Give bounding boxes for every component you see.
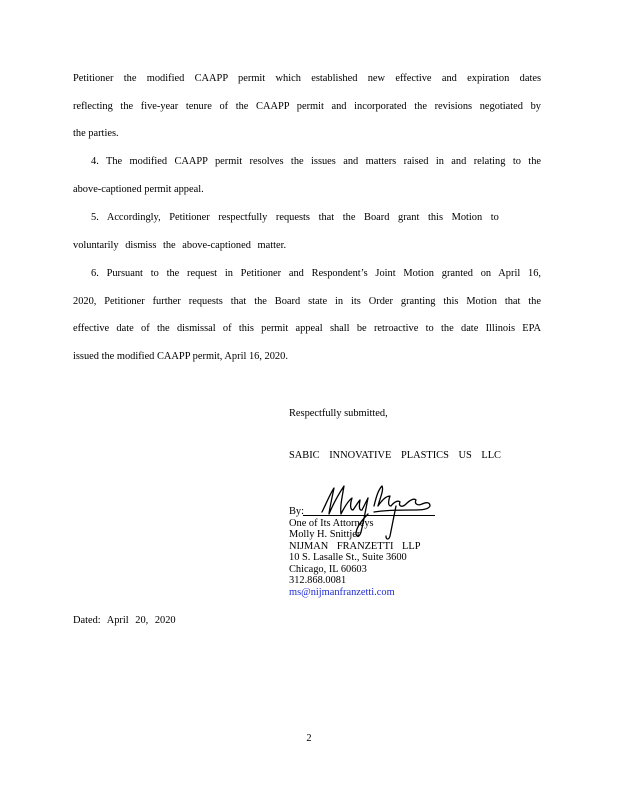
attorney-name: Molly H. Snittjer — [289, 529, 361, 540]
paragraph-line: 5. Accordingly, Petitioner respectfully requests that the Board grant this Motion to — [91, 212, 499, 223]
company-name — [289, 450, 501, 462]
paragraph-line: voluntarily dismiss the above-captioned matter. — [73, 239, 287, 251]
company-label: SABIC INNOVATIVE PLASTICS US LLC — [289, 450, 501, 461]
page-number: 2 — [306, 733, 312, 744]
paragraph-line: 6. Pursuant to the request in Petitioner and Respondent’s Joint Motion granted on April 16, — [91, 268, 541, 279]
email-link[interactable]: ms@nijmanfranzetti.com — [289, 586, 395, 598]
attorney-role: One of Its Attorneys — [289, 517, 374, 529]
continuation-paragraph — [73, 65, 541, 148]
paragraph-line: issued the modified CAAPP permit, April 16, 2020. — [73, 351, 288, 363]
paragraph-6 — [73, 260, 541, 371]
paragraph-line: 2020, Petitioner further requests that the Board state in its Order granting this Motion that the — [73, 295, 541, 307]
address-line: 10 S. Lasalle St., Suite 3600 — [289, 552, 407, 563]
attorney-block — [289, 506, 421, 598]
paragraph-line: reflecting the five-year tenure of the CAAPP permit and incorporated the revisions negotiated by — [73, 100, 541, 112]
paragraph-line: effective date of the dismissal of this permit appeal shall be retroactive to the date Illinois EPA — [73, 323, 541, 335]
phone-number: 312.868.0081 — [289, 575, 347, 586]
address-line: Chicago, IL 60603 — [289, 563, 367, 575]
closing-text: Respectfully submitted, — [289, 408, 388, 419]
respectfully-submitted — [289, 408, 388, 420]
paragraph-4 — [73, 148, 541, 203]
dated-line: Dated: April 20, 2020 — [73, 615, 176, 626]
paragraph-line: Petitioner the modified CAAPP permit which established new effective and expiration dates — [73, 73, 541, 84]
firm-name: NIJMAN FRANZETTI LLP — [289, 540, 421, 552]
paragraph-line: the parties. — [73, 128, 119, 140]
paragraph-5 — [73, 204, 541, 259]
paragraph-line: 4. The modified CAAPP permit resolves the issues and matters raised in and relating to the — [91, 156, 541, 167]
paragraph-line: above-captioned permit appeal. — [73, 183, 204, 195]
by-label: By: — [289, 506, 305, 517]
